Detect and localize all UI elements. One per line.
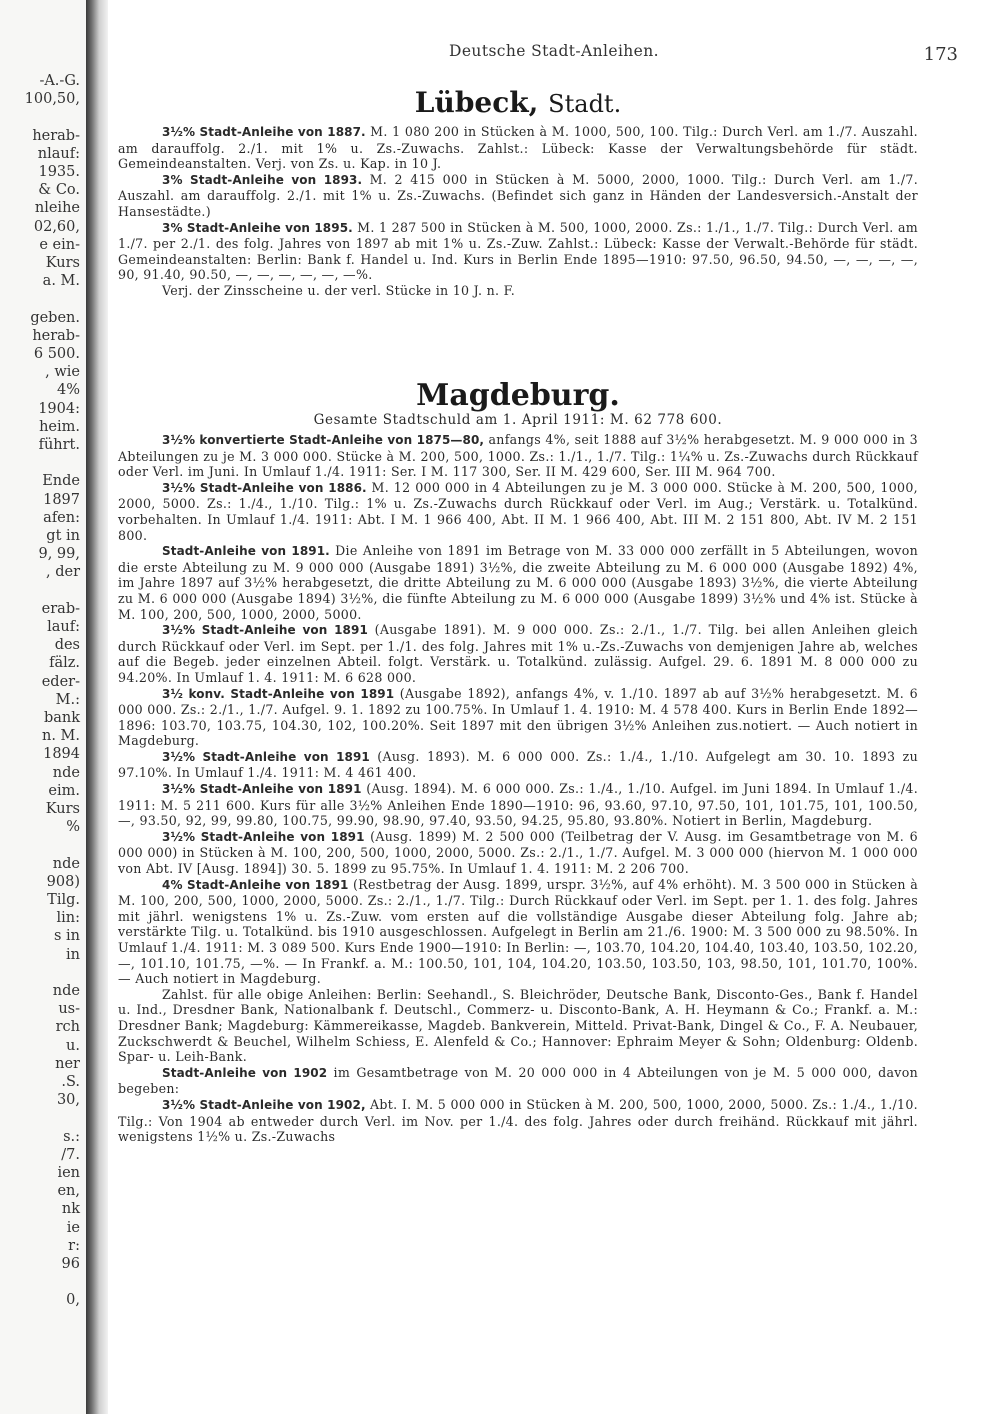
- margin-fragment: 100,50,: [24, 91, 80, 108]
- entry-text: Verj. der Zinsscheine u. der verl. Stücke in 10 J. n. F.: [162, 282, 516, 298]
- entry-text: (Ausg. 1893). M. 6 000 000. Zs.: 1./4., 1./10. Aufgelegt am 30. 10. 1893 zu 97.10%. In Umlauf 1./4. 1911: M. 4 461 400.: [118, 748, 918, 781]
- margin-fragment: nleihe: [34, 200, 80, 217]
- margin-fragment: bank: [43, 710, 80, 726]
- entry-text: (Ausg. 1894). M. 6 000 000. Zs.: 1./4., 1./10. Aufgel. im Juni 1894. In Umlauf 1./4. 1911: M. 5 211 600. Kurs für alle 3½% Anleihen Ende 1890—1910: 96, 93.60, 97.10, 97.50, 101, 101.75, 101, 100.50, —, 93.50, 92, 99, 99.80, 100.75, 99.90, 98.90, 97.40, 93.50, 94.25, 95.80, 93.80%. Notiert in Berlin, Magdeburg.: [118, 781, 918, 829]
- lubeck-title-rest: Stadt.: [548, 90, 622, 118]
- section-heading-lubeck: [118, 86, 918, 119]
- entry-heading: 3½% Stadt-Anleihe von 1891: [162, 623, 368, 638]
- document-page: [108, 0, 1000, 1414]
- entry-paragraph: [118, 124, 918, 172]
- entry-heading: 4% Stadt-Anleihe von 1891: [162, 877, 349, 892]
- entry-paragraph: [118, 220, 918, 283]
- margin-fragment: 1935.: [38, 164, 80, 180]
- margin-fragment: 4%: [56, 382, 80, 399]
- entry-heading: 3½% konvertierte Stadt-Anleihe von 1875—80,: [162, 433, 485, 447]
- entry-heading: 3% Stadt-Anleihe von 1895.: [162, 220, 353, 235]
- margin-fragment: a. M.: [42, 273, 80, 290]
- margin-fragment: fälz.: [49, 655, 80, 672]
- margin-fragment: gt in: [46, 528, 80, 544]
- margin-fragment: 0,: [66, 1292, 80, 1309]
- margin-fragment: führt.: [38, 437, 80, 453]
- entry-paragraph: [118, 781, 918, 829]
- entry-text: M. 2 415 000 in Stücken à M. 5000, 2000, 1000. Tilg.: Durch Verl. am 1./7. Auszahl. am darauffolg. 2./1. mit 1% u. Zs.-Zuwachs. (Befindet sich ganz in Händen der Landesversich.-Anstalt der Hansestädte.): [118, 171, 918, 219]
- entry-paragraph: [118, 283, 918, 299]
- entry-heading: 3½% Stadt-Anleihe von 1902,: [162, 1097, 366, 1112]
- margin-fragment: 1894: [43, 746, 80, 763]
- margin-fragment: lin:: [56, 910, 80, 927]
- margin-fragment: /7.: [61, 1146, 80, 1163]
- margin-fragment: ien: [57, 1165, 80, 1181]
- entry-heading: 3% Stadt-Anleihe von 1893.: [162, 172, 363, 187]
- entry-paragraph: [118, 480, 918, 543]
- lubeck-section: [118, 124, 918, 299]
- margin-fragment: Kurs: [45, 255, 80, 271]
- margin-fragment: rch: [55, 1019, 80, 1036]
- entry-text: (Ausg. 1899) M. 2 500 000 (Teilbetrag der V. Ausg. im Gesamtbetrage von M. 6 000 000) in Stücken à M. 100, 200, 500, 1000, 2000, 5000. Zs.: 2./1., 1./7. Aufgel. M. 3 000 000 (hiervon M. 1 000 000 von Abt. IV [Ausg. 1894]) 30. 5. 1899 zu 95.75%. In Umlauf 1. 4. 1911: M. 2 206 700.: [118, 828, 918, 877]
- margin-fragment: s.:: [63, 1128, 80, 1145]
- magdeburg-subtitle: Gesamte Stadtschuld am 1. April 1911: M. 62 778 600.: [313, 412, 723, 428]
- entry-paragraph: [118, 987, 918, 1065]
- margin-fragment: s in: [53, 928, 80, 945]
- entry-paragraph: [118, 1065, 918, 1097]
- margin-fragment: , der: [45, 564, 80, 581]
- entry-text: im Gesamtbetrage von M. 20 000 000 in 4 Abteilungen von je M. 5 000 000, davon begeben:: [118, 1064, 918, 1097]
- margin-fragment: herab-: [32, 127, 80, 144]
- running-head: Deutsche Stadt-Anleihen.: [449, 42, 659, 60]
- margin-fragment: 1904:: [38, 400, 80, 417]
- entry-text: M. 12 000 000 in 4 Abteilungen zu je M. 3 000 000. Stücke à M. 200, 500, 1000, 2000, 5000. Zs.: 1./4., 1./10. Tilg.: 1% u. Zs.-Zuwachs durch Rückkauf oder Verl. im Aug.; Verstärk. u. Totalkünd. vorbehalten. In Umlauf 1./4. 1911: Abt. I M. 1 966 400, Abt. II M. 1 966 400, Abt. III M. 2 151 800, Abt. IV M. 2 151 800.: [118, 479, 918, 543]
- margin-fragment: 9, 99,: [38, 546, 80, 563]
- entry-heading: 3½% Stadt-Anleihe von 1891: [162, 782, 362, 797]
- margin-fragment: en,: [57, 1183, 80, 1200]
- entry-paragraph: [118, 749, 918, 781]
- margin-fragment: ner: [55, 1055, 80, 1072]
- entry-text: (Restbetrag der Ausg. 1899, urspr. 3½%, auf 4% erhöht). M. 3 500 000 in Stücken à M. 100, 200, 500, 1000, 2000, 5000. Zs.: 2./1., 1./7. Tilg.: Durch Rückkauf oder Verl. im Sept. per 1. 1. des folg. Jahres mit jährl. wenigstens 1% u. Zs.-Zuw. vom ersten auf die vollständige Ausgabe dieser Abteilung folg. Jahre ab; verstärkte Tilg. u. Totalkünd. bis 1910 ausgeschlossen. Aufgelegt in Berlin am 21./6. 1900: M. 3 500 000 zu 98.50%. In Umlauf 1./4. 1911: M. 3 089 500. Kurs Ende 1900—1910: In Berlin: —, 103.70, 104.20, 104.40, 103.40, 103.50, 102.20, —, 101.10, 101.75, —%. — In Frankf. a. M.: 100.50, 101, 104, 104.20, 103.50, 103.50, 103, 98.50, 101, 101.70, 100%. — Auch notiert in Magdeburg.: [118, 876, 919, 987]
- entry-text: (Ausgabe 1891). M. 9 000 000. Zs.: 2./1., 1./7. Tilg. bei allen Anleihen gleich durch Rückkauf oder Verl. im Sept. per 1./1. des folg. Jahres mit 1% u.-Zs.-Zuwachs von demjenigen Jahre ab, welches auf die Begeb. jeder einzelnen Abteil. folgt. Verstärk. u. Totalkünd. zulässig. Aufgel. 29. 6. 1891 M. 8 000 000 zu 94.20%. In Umlauf 1. 4. 1911: M. 6 628 000.: [118, 622, 918, 685]
- entry-heading: Stadt-Anleihe von 1902: [162, 1065, 328, 1080]
- entry-paragraph: [118, 622, 918, 685]
- section-heading-magdeburg: Magdeburg.: [416, 378, 620, 413]
- margin-fragment: 30,: [56, 1092, 80, 1109]
- entry-text: M. 1 080 200 in Stücken à M. 1000, 500, 100. Tilg.: Durch Verl. am 1./7. Auszahl. am darauffolg. 2./1. mit 1% u. Zs.-Zuwachs. Zahlst.: Lübeck: Kasse der Verwaltungsbehörde für städt. Gemeindeanstalten. Verj. von Zs. u. Kap. in 10 J.: [118, 124, 918, 172]
- margin-fragment: -A.-G.: [39, 73, 80, 89]
- margin-fragment: herab-: [32, 327, 80, 344]
- margin-fragment: M.:: [55, 691, 80, 708]
- lubeck-title: Lübeck,: [414, 86, 539, 119]
- margin-fragment: & Co.: [38, 182, 80, 199]
- entry-heading: 3½ konv. Stadt-Anleihe von 1891: [162, 686, 395, 701]
- margin-fragment: afen:: [43, 509, 80, 526]
- entry-text: Zahlst. für alle obige Anleihen: Berlin: Seehandl., S. Bleichröder, Deutsche Bank, Disconto-Ges., Bank f. Handel u. Ind., Dresdner Bank, Nationalbank f. Deutschl., Commerz- u. Disconto-Bank, A. H. Heymann & Co.; Frankf. a. M.: Dresdner Bank; Magdeburg: Kämmereikasse, Magdeb. Bankverein, Mitteld. Privat-Bank, Dingel & Co., F. A. Neubauer, Zuckschwerdt & Beuchel, Wilhelm Schiess, E. Alenfeld & Co.; Hannover: Ephraim Meyer & Sohn; Oldenburg: Oldenb. Spar- u. Leih-Bank.: [118, 986, 918, 1065]
- margin-fragment: nde: [52, 764, 80, 781]
- entry-paragraph: [118, 829, 918, 877]
- entry-heading: 3½% Stadt-Anleihe von 1887.: [162, 125, 366, 139]
- entry-text: (Ausgabe 1892), anfangs 4%, v. 1./10. 1897 ab auf 3½% herabgesetzt. M. 6 000 000. Zs.: 2./1., 1./7. Aufgel. 9. 1. 1892 zu 100.75%. In Umlauf 1. 4. 1910: M. 4 578 400. Kurs in Berlin Ende 1892—1896: 103.70, 103.75, 104.30, 102, 100.20%. Seit 1897 mit den übrigen 3½% Anleihen zus.notiert. — Auch notiert in Magdeburg.: [118, 685, 918, 749]
- margin-fragment: e ein-: [39, 236, 80, 253]
- margin-fragment: r:: [68, 1237, 80, 1254]
- margin-fragment: heim.: [39, 418, 80, 435]
- entry-heading: Stadt-Anleihe von 1891.: [162, 544, 330, 559]
- margin-fragment: 96: [61, 1256, 80, 1272]
- magdeburg-section: [118, 432, 918, 1145]
- entry-heading: 3½% Stadt-Anleihe von 1891: [162, 829, 365, 844]
- previous-page-margin: [0, 0, 86, 1414]
- margin-fragment: 908): [46, 873, 80, 890]
- entry-paragraph: [118, 432, 918, 480]
- page-number: 173: [923, 44, 958, 65]
- margin-fragment: nde: [52, 983, 80, 999]
- entry-text: M. 1 287 500 in Stücken à M. 500, 1000, 2000. Zs.: 1./1., 1./7. Tilg.: Durch Verl. am 1./7. per 2./1. des folg. Jahres von 1897 ab mit 1% u. Zs.-Zuw. Zahlst.: Lübeck: Kasse der Verwalt.-Behörde für städt. Gemeindeanstalten: Berlin: Bank f. Handel u. Ind. Kurs in Berlin Ende 1895—1910: 97.50, 96.50, 94.50, —, —, —, —, 90, 91.40, 90.50, —, —, —, —, —, —%.: [118, 219, 918, 283]
- margin-fragment: u.: [66, 1037, 80, 1054]
- entry-paragraph: [118, 172, 918, 220]
- margin-fragment: 6 500.: [33, 346, 80, 362]
- entry-paragraph: [118, 1097, 918, 1145]
- margin-fragment: 1897: [43, 491, 80, 508]
- margin-fragment: erab-: [41, 600, 80, 617]
- margin-fragment: Tilg.: [47, 892, 80, 908]
- margin-fragment: nk: [61, 1201, 80, 1218]
- entry-paragraph: [118, 686, 918, 749]
- entry-paragraph: [118, 543, 918, 622]
- margin-fragment: nlauf:: [37, 145, 80, 162]
- margin-fragment: , wie: [45, 364, 80, 381]
- entry-heading: 3½% Stadt-Anleihe von 1886.: [162, 480, 367, 495]
- margin-fragment: geben.: [30, 309, 80, 326]
- margin-fragment: .S.: [61, 1074, 80, 1090]
- margin-fragment: nde: [52, 855, 80, 872]
- margin-fragment: 02,60,: [33, 218, 80, 235]
- margin-fragment: des: [54, 637, 80, 654]
- entry-text: Abt. I. M. 5 000 000 in Stücken à M. 200, 500, 1000, 2000, 5000. Zs.: 1./4., 1./10. Tilg.: Von 1904 ab entweder durch Verl. im Nov. per 1./4. des folg. Jahres oder durch freihänd. Rückkauf mit jährl. wenigstens 1½% u. Zs.-Zuwachs: [118, 1096, 918, 1145]
- entry-text: Die Anleihe von 1891 im Betrage von M. 33 000 000 zerfällt in 5 Abteilungen, wovon die erste Abteilung zu M. 9 000 000 (Ausgabe 1891) 3½%, die zweite Abteilung zu M. 6 000 000 (Ausgabe 1892) 4%, im Jahre 1897 auf 3½% herabgesetzt, die dritte Abteilung zu M. 6 000 000 (Ausgabe 1893) 3½%, die vierte Abteilung zu M. 6 000 000 (Ausgabe 1894) 3½%, die fünfte Abteilung zu M. 6 000 000 (Ausgabe 1899) 3½% und 4% ist. Stücke à M. 100, 200, 500, 1000, 2000, 5000.: [118, 543, 918, 622]
- margin-fragment: eder-: [41, 673, 80, 690]
- margin-fragment: %: [66, 819, 80, 836]
- margin-fragment: n. M.: [41, 728, 80, 745]
- entry-heading: 3½% Stadt-Anleihe von 1891: [162, 749, 370, 764]
- margin-fragment: in: [66, 946, 80, 963]
- page-gutter-shadow: [86, 0, 108, 1414]
- entry-paragraph: [118, 877, 918, 987]
- entry-text: anfangs 4%, seit 1888 auf 3½% herabgesetzt. M. 9 000 000 in 3 Abteilungen zu je M. 3 000 000. Stücke à M. 200, 500, 1000. Zs.: 1./1., 1./7. Tilg.: 1¼% u. Zs.-Zuwachs durch Rückkauf oder Verl. im Juni. In Umlauf 1./4. 1911: Ser. I M. 117 300, Ser. II M. 429 600, Ser. III M. 964 700.: [118, 432, 918, 480]
- margin-fragment: Ende: [42, 473, 80, 490]
- margin-fragment: ie: [66, 1219, 80, 1236]
- margin-fragment: Kurs: [45, 801, 80, 817]
- margin-fragment: lauf:: [47, 619, 80, 635]
- margin-fragment: us-: [58, 1001, 80, 1018]
- margin-fragment: eim.: [48, 782, 80, 799]
